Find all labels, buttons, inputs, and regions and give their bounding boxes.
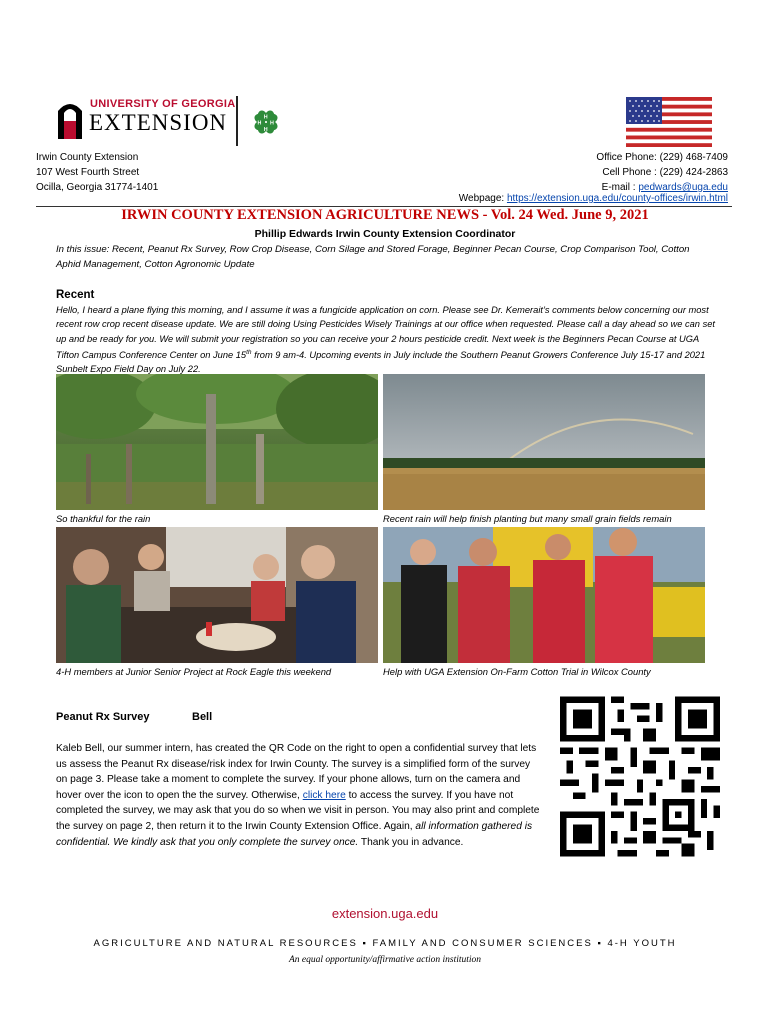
svg-text:H: H — [263, 114, 268, 121]
footer-equal-opportunity: An equal opportunity/affirmative action institution — [288, 955, 482, 965]
byline: Phillip Edwards Irwin County Extension Coordinator — [254, 228, 516, 240]
caption-4h-members: 4-H members at Junior Senior Project at Rock Eagle this weekend — [56, 666, 332, 677]
address-line: Irwin County Extension — [36, 152, 139, 163]
logo-divider — [236, 96, 238, 146]
ordinal-suffix: th — [246, 348, 252, 356]
webpage-line — [459, 193, 728, 204]
photo-4h-members — [56, 527, 378, 663]
orchard-image — [56, 374, 378, 510]
recent-text: Hello, I heard a plane flying this morning, and I assume it was a fungicide application on corn. Please see Dr. Kemerait’s comments below concerning our most recent row crop recent disease update. We are still doing Using Pesticides Wisely Trainings at our office when requested. Please call a day ahead so we can set up and be ready for you. We will submit your registration so you can receive your 2 hours pesticide credit. Next week is the Beginners Pecan Course at UGA Tifton Campus Conference Center on June 15 — [56, 305, 715, 360]
recent-text-cont: from 9 am-4. Upcoming events in July include the Southern Peanut Growers Conference July 15-17 and 2021 Sunbelt Expo Field Day on July 22. — [56, 349, 706, 375]
survey-link[interactable]: click here — [302, 789, 346, 801]
photo-grain-field — [383, 374, 705, 510]
cotton-trial-image — [383, 527, 705, 663]
footer-website[interactable]: extension.uga.edu — [331, 906, 439, 921]
email-label: E-mail : — [601, 182, 639, 193]
rx-text-cont: to access the survey. If you have not completed the survey, we may ask that you do so when we visit in person. You may also print and complete the survey on page 2, then return it to the Irwin County Extension Office. Again, — [56, 789, 540, 832]
cell-phone: Cell Phone : (229) 424-2863 — [602, 167, 728, 178]
caption-orchard: So thankful for the rain — [56, 513, 151, 524]
svg-text:H: H — [263, 127, 268, 133]
issue-summary: In this issue: Recent, Peanut Rx Survey, Row Crop Disease, Corn Silage and Stored Forage, Beginner Pecan Course, Crop Comparison Tool, Cotton Aphid Management, Cotton Agronomic Update — [56, 244, 690, 270]
office-address — [36, 150, 158, 195]
svg-text:H: H — [257, 120, 262, 127]
webpage-link[interactable]: https://extension.uga.edu/county-offices/irwin.html — [506, 193, 728, 204]
uga-arch-icon — [56, 99, 84, 139]
logo-extension-text: EXTENSION — [89, 110, 228, 135]
field-image — [383, 374, 705, 510]
svg-text:H: H — [270, 120, 274, 127]
peanut-rx-heading: Peanut Rx Survey — [56, 711, 150, 723]
caption-grain-field: Recent rain will help finish planting but many small grain fields remain — [383, 513, 672, 524]
recent-paragraph — [56, 303, 720, 377]
address-line: Ocilla, Georgia 31774-1401 — [36, 182, 159, 193]
webpage-label: Webpage: — [458, 193, 507, 204]
us-flag-icon — [626, 97, 712, 147]
rx-text: Kaleb Bell, our summer intern, has created the QR Code on the right to open a confidential survey that lets us assess the Peanut Rx disease/risk index for Irwin County. The survey is a simplified form of the survey on page 3. Please take a moment to complete the survey. If your phone allows, turn on the camera and hover over the icon to open the the survey. Otherwise, — [56, 743, 537, 801]
photo-orchard-rain — [56, 374, 378, 510]
rx-confidential-note: all information gathered is confidential. We kindly ask that you only complete the survey once. — [56, 820, 533, 848]
recent-heading: Recent — [56, 289, 95, 301]
four-h-clover-icon — [248, 104, 284, 140]
survey-qr-code[interactable] — [560, 695, 720, 858]
newsletter-title: IRWIN COUNTY EXTENSION AGRICULTURE NEWS - Vol. 24 Wed. June 9, 2021 — [121, 207, 649, 223]
peanut-rx-author: Bell — [192, 711, 213, 723]
rx-thanks: Thank you in advance. — [358, 836, 464, 848]
logo-university-text: UNIVERSITY OF GEORGIA — [90, 98, 236, 110]
office-phone: Office Phone: (229) 468-7409 — [596, 152, 728, 163]
footer-program-areas: AGRICULTURE AND NATURAL RESOURCES ▪ FAMILY AND CONSUMER SCIENCES ▪ 4-H YOUTH — [93, 938, 677, 949]
email-link[interactable]: pedwards@uga.edu — [638, 182, 728, 193]
address-line: 107 West Fourth Street — [36, 167, 140, 178]
uga-extension-logo — [56, 96, 236, 144]
contact-info — [596, 150, 728, 195]
students-image — [56, 527, 378, 663]
caption-cotton-trial: Help with UGA Extension On-Farm Cotton Trial in Wilcox County — [383, 666, 651, 677]
photo-cotton-trial — [383, 527, 705, 663]
peanut-rx-paragraph — [56, 741, 540, 850]
